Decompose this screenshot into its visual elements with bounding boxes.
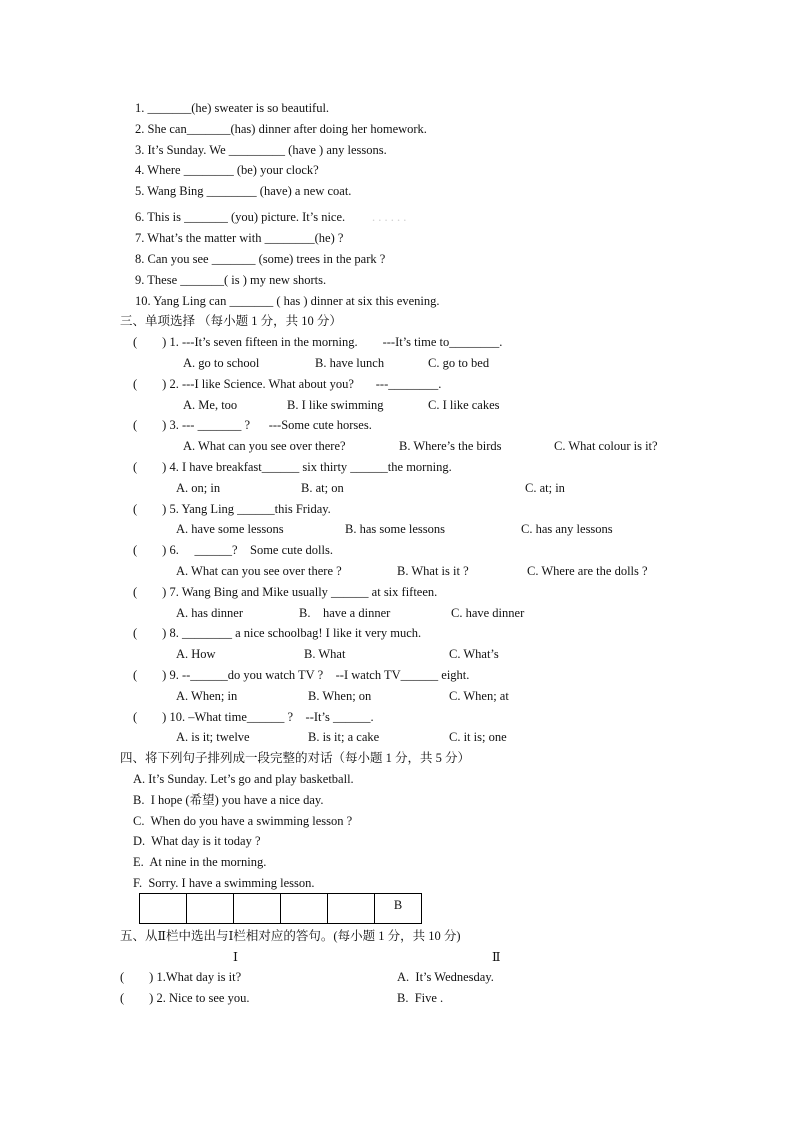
column-2-header: Ⅱ [492,950,501,964]
q8-option-c: C. What’s [449,647,499,661]
match-left-1: ( ) 1.What day is it? [120,970,242,984]
q3-option-a: A. What can you see over there? [183,439,346,453]
q10-option-c: C. it is; one [449,730,507,744]
match-left-2: ( ) 2. Nice to see you. [120,991,250,1005]
q5-option-c: C. has any lessons [521,522,613,536]
q10-option-a: A. is it; twelve [176,730,250,744]
q7-option-c: C. have dinner [451,606,525,620]
fill-item-3: 3. It’s Sunday. We _________ (have ) any lessons. [135,143,387,157]
q5-option-a: A. have some lessons [176,522,284,536]
fill-item-4: 4. Where ________ (be) your clock? [135,163,319,177]
fill-item-7: 7. What’s the matter with ________(he) ? [135,231,344,245]
q7-option-b: B. have a dinner [299,606,391,620]
dialogue-item-a: A. It’s Sunday. Let’s go and play basketball. [133,772,354,786]
q8-option-b: B. What [304,647,346,661]
q6-option-a: A. What can you see over there ? [176,564,342,578]
q6-option-b: B. What is it ? [397,564,469,578]
fill-item-9: 9. These _______( is ) my new shorts. [135,273,327,287]
answer-cell-1[interactable] [140,894,187,924]
answer-cell-2[interactable] [187,894,234,924]
question-6: ( ) 6. ______? Some cute dolls. [133,543,333,557]
question-4: ( ) 4. I have breakfast______ six thirty ______the morning. [133,460,452,474]
fill-item-5: 5. Wang Bing ________ (have) a new coat. [135,184,352,198]
fill-item-1: 1. _______(he) sweater is so beautiful. [135,101,330,115]
q2-option-a: A. Me, too [183,398,238,412]
question-9: ( ) 9. --______do you watch TV ? --I watch TV______ eight. [133,668,470,682]
q3-option-b: B. Where’s the birds [399,439,502,453]
q4-option-b: B. at; on [301,481,344,495]
q2-option-b: B. I like swimming [287,398,384,412]
fill-item-2: 2. She can_______(has) dinner after doing her homework. [135,122,427,136]
section-3-title: 三、单项选择 （每小题 1 分，共 10 分） [120,314,342,328]
question-10: ( ) 10. –What time______ ? --It’s ______. [133,710,374,724]
q1-option-a: A. go to school [183,356,260,370]
section-5-title: 五、从Ⅱ栏中选出与Ⅰ栏相对应的答句。(每小题 1 分，共 10 分) [120,929,461,943]
question-3: ( ) 3. --- _______ ? ---Some cute horses. [133,418,372,432]
match-right-a: A. It’s Wednesday. [397,970,494,984]
dialogue-item-e: E. At nine in the morning. [133,855,267,869]
q5-option-b: B. has some lessons [345,522,445,536]
dialogue-item-f: F. Sorry. I have a swimming lesson. [133,876,315,890]
question-5: ( ) 5. Yang Ling ______this Friday. [133,502,331,516]
dialogue-item-b: B. I hope (希望) you have a nice day. [133,793,324,807]
question-7: ( ) 7. Wang Bing and Mike usually ______ at six fifteen. [133,585,438,599]
q1-option-c: C. go to bed [428,356,490,370]
fill-item-10: 10. Yang Ling can _______ ( has ) dinner at six this evening. [135,294,440,308]
answer-cell-6[interactable]: B [375,894,422,924]
q4-option-a: A. on; in [176,481,221,495]
q7-option-a: A. has dinner [176,606,243,620]
dialogue-item-d: D. What day is it today ? [133,834,261,848]
q9-option-b: B. When; on [308,689,372,703]
q3-option-c: C. What colour is it? [554,439,658,453]
faint-mark: . . . . . . [372,210,407,224]
column-1-header: Ⅰ [233,950,238,964]
q6-option-c: C. Where are the dolls ? [527,564,648,578]
section-4-title: 四、将下列句子排列成一段完整的对话（每小题 1 分，共 5 分） [120,751,471,765]
question-2: ( ) 2. ---I like Science. What about you? ---________. [133,377,442,391]
answer-table [139,893,422,924]
q8-option-a: A. How [176,647,216,661]
match-right-b: B. Five . [397,991,444,1005]
question-1: ( ) 1. ---It’s seven fifteen in the morning. ---It’s time to________. [133,335,503,349]
q9-option-c: C. When; at [449,689,509,703]
q10-option-b: B. is it; a cake [308,730,380,744]
question-8: ( ) 8. ________ a nice schoolbag! I like it very much. [133,626,422,640]
fill-item-8: 8. Can you see _______ (some) trees in the park ? [135,252,386,266]
q4-option-c: C. at; in [525,481,565,495]
q9-option-a: A. When; in [176,689,238,703]
dialogue-item-c: C. When do you have a swimming lesson ? [133,814,353,828]
answer-cell-5[interactable] [328,894,375,924]
answer-cell-3[interactable] [234,894,281,924]
q2-option-c: C. I like cakes [428,398,500,412]
answer-cell-4[interactable] [281,894,328,924]
q1-option-b: B. have lunch [315,356,385,370]
fill-item-6: 6. This is _______ (you) picture. It’s nice. [135,210,346,224]
